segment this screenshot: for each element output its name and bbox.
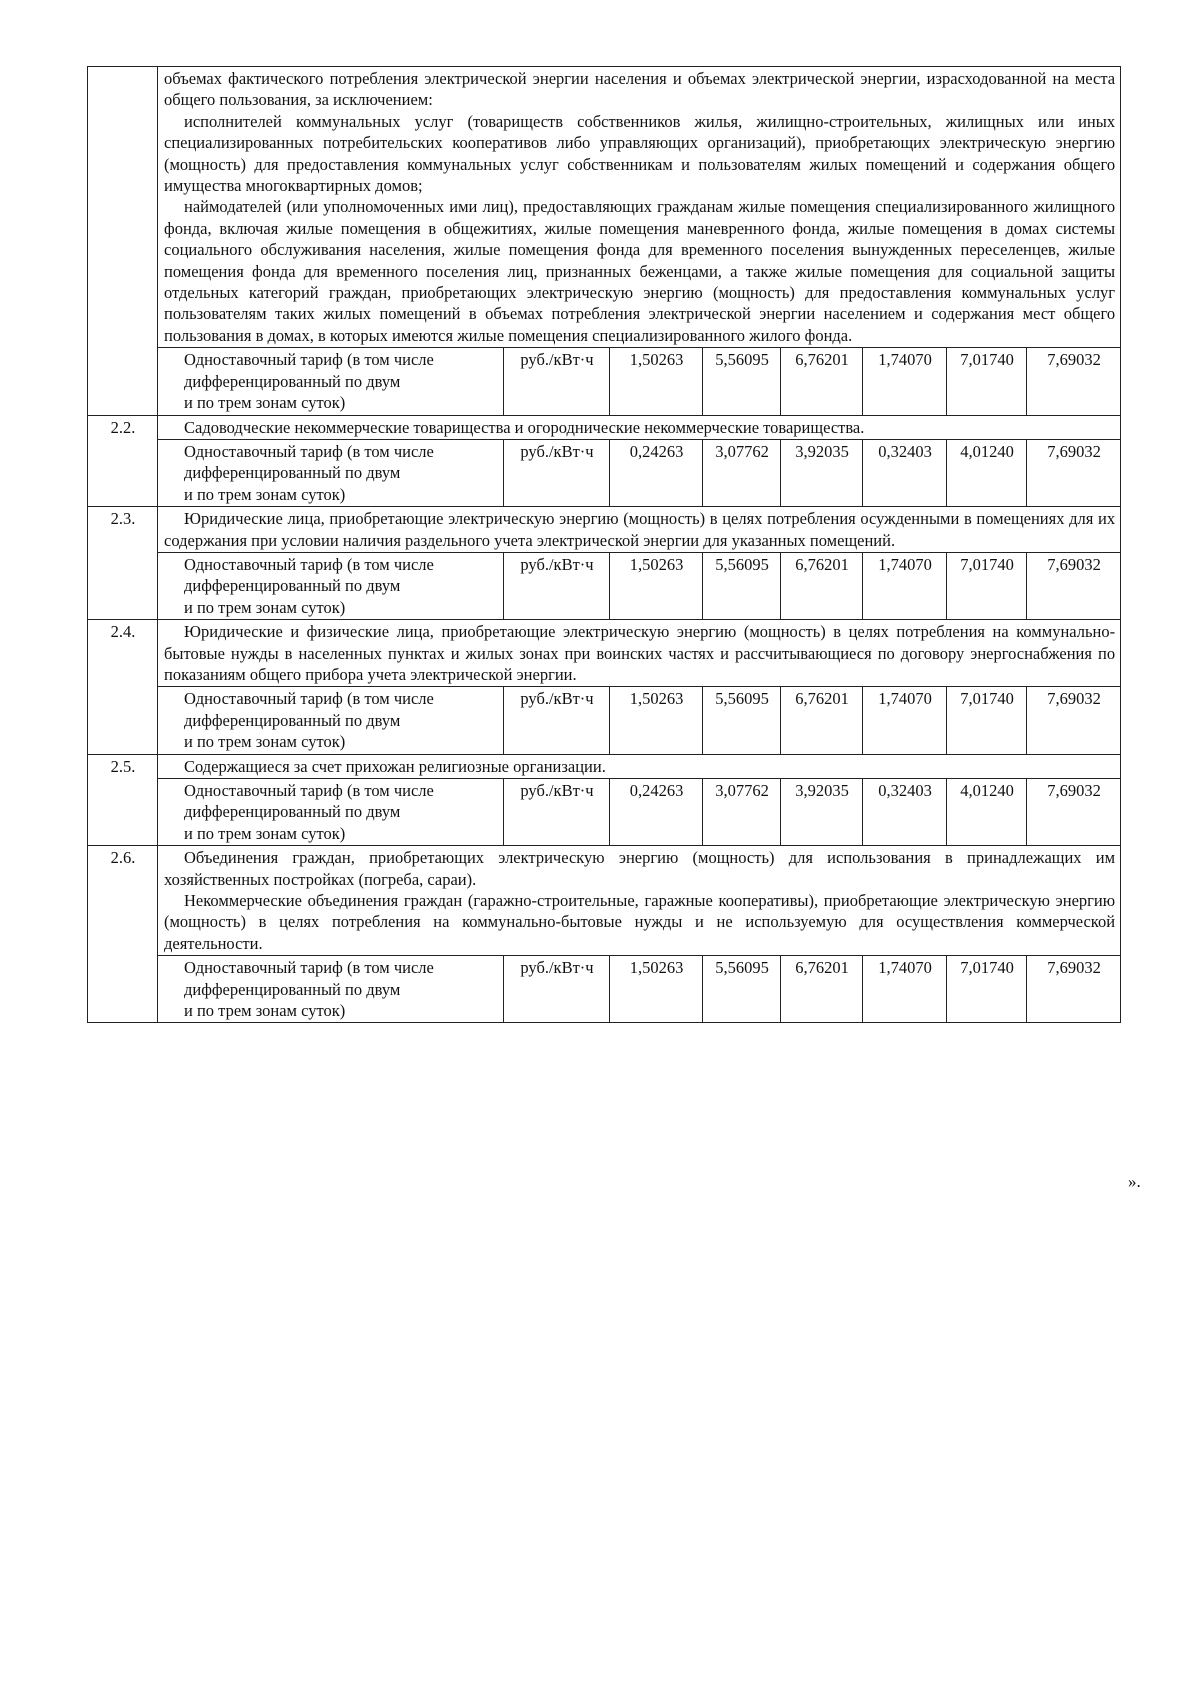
tariff-label xyxy=(158,439,504,506)
tariff-label-line: Одноставочный тариф (в том числе xyxy=(184,781,434,800)
tariff-label-line: и по трем зонам суток) xyxy=(184,1001,346,1021)
tariff-value: 6,76201 xyxy=(781,552,863,619)
section-description-row xyxy=(88,507,1121,553)
description-paragraph: объемах фактического потребления электрической энергии населения и объемах электрической энергии, израсходованной на места общего пользования, за исключением: xyxy=(164,69,1116,110)
tariff-value: 1,74070 xyxy=(863,687,947,754)
section-number: 2.5. xyxy=(88,754,158,846)
tariff-value: 3,92035 xyxy=(781,779,863,846)
tariff-value: 7,69032 xyxy=(1027,439,1121,506)
tariff-table-container xyxy=(87,66,1120,1023)
tariff-label-line: дифференцированный по двум xyxy=(184,979,401,999)
tariff-unit: руб./кВт·ч xyxy=(504,687,610,754)
description-paragraph: исполнителей коммунальных услуг (товариществ собственников жилья, жилищно-строительных, жилищных или иных специализированных потребительских кооперативов либо управляющих организаций), приобретающих электрическую энергию (мощность) для предоставления коммунальных услуг собственникам и пользователям жилых помещений и содержания общего имущества многоквартирных домов; xyxy=(164,111,1116,196)
tariff-value: 5,56095 xyxy=(703,348,781,415)
tariff-label-line: Одноставочный тариф (в том числе xyxy=(184,350,434,370)
section-description-row xyxy=(88,415,1121,439)
tariff-value: 3,07762 xyxy=(703,779,781,846)
tariff-value: 3,07762 xyxy=(703,439,781,506)
tariff-value: 7,69032 xyxy=(1027,552,1121,619)
tariff-value: 4,01240 xyxy=(947,439,1027,506)
tariff-value: 7,01740 xyxy=(947,348,1027,415)
tariff-label-line: Одноставочный тариф (в том числе xyxy=(184,958,434,978)
tariff-label-line: дифференцированный по двум xyxy=(184,371,401,391)
tariff-label-line: Одноставочный тариф (в том числе xyxy=(184,689,434,709)
closing-quote-mark: ». xyxy=(1128,1172,1141,1191)
tariff-row xyxy=(88,348,1121,415)
tariff-value: 5,56095 xyxy=(703,687,781,754)
tariff-value: 7,01740 xyxy=(947,687,1027,754)
tariff-value: 7,01740 xyxy=(947,552,1027,619)
tariff-table xyxy=(87,66,1121,1023)
tariff-row xyxy=(88,552,1121,619)
description-paragraph: наймодателей (или уполномоченных ими лиц), предоставляющих гражданам жилые помещения специализированного жилищного фонда, включая жилые помещения в общежитиях, жилые помещения маневренного фонда, жилые помещения в домах системы социального обслуживания населения, жилые помещения фонда для временного поселения вынужденных переселенцев, жилые помещения фонда для временного поселения лиц, признанных беженцами, а также жилые помещения для социальной защиты отдельных категорий граждан, приобретающих электрическую энергию (мощность) для предоставления коммунальных услуг пользователям таких жилых помещений в объемах потребления электрической энергии населением и содержания мест общего пользования в домах, в которых имеются жилые помещения специализированного жилого фонда. xyxy=(164,197,1116,345)
tariff-value: 6,76201 xyxy=(781,348,863,415)
section-description-row xyxy=(88,846,1121,956)
tariff-unit: руб./кВт·ч xyxy=(504,439,610,506)
tariff-label xyxy=(158,956,504,1023)
tariff-value: 0,32403 xyxy=(863,779,947,846)
tariff-value: 0,32403 xyxy=(863,439,947,506)
section-description xyxy=(158,415,1121,439)
section-number: 2.6. xyxy=(88,846,158,1023)
tariff-label-line: и по трем зонам суток) xyxy=(184,484,346,504)
section-number: 2.3. xyxy=(88,507,158,620)
tariff-label-line: дифференцированный по двум xyxy=(184,463,401,483)
tariff-label-line: и по трем зонам суток) xyxy=(184,732,346,752)
tariff-value: 3,92035 xyxy=(781,439,863,506)
section-description-row xyxy=(88,754,1121,778)
tariff-unit: руб./кВт·ч xyxy=(504,956,610,1023)
tariff-value: 1,74070 xyxy=(863,552,947,619)
description-paragraph: Юридические и физические лица, приобретающие электрическую энергию (мощность) в целях потребления на коммунально-бытовые нужды в населенных пунктах и жилых зонах при воинских частях и рассчитывающиеся по договору энергоснабжения по показаниям общего прибора учета электрической энергии. xyxy=(164,622,1116,684)
tariff-value: 7,69032 xyxy=(1027,956,1121,1023)
section-description xyxy=(158,67,1121,348)
tariff-label xyxy=(158,348,504,415)
section-description-row xyxy=(88,620,1121,687)
tariff-value: 1,50263 xyxy=(610,348,703,415)
tariff-unit: руб./кВт·ч xyxy=(504,779,610,846)
section-description xyxy=(158,846,1121,956)
section-number: 2.4. xyxy=(88,620,158,754)
tariff-label-line: дифференцированный по двум xyxy=(184,710,401,730)
description-paragraph: Садоводческие некоммерческие товарищества и огороднические некоммерческие товарищества. xyxy=(184,417,865,437)
tariff-label-line: и по трем зонам суток) xyxy=(184,823,346,843)
tariff-value: 0,24263 xyxy=(610,779,703,846)
tariff-value: 5,56095 xyxy=(703,552,781,619)
section-description xyxy=(158,620,1121,687)
description-paragraph: Объединения граждан, приобретающих электрическую энергию (мощность) для использования в принадлежащих им хозяйственных постройках (погреба, сараи). xyxy=(164,848,1116,889)
section-number xyxy=(88,67,158,416)
tariff-value: 7,69032 xyxy=(1027,779,1121,846)
tariff-label xyxy=(158,779,504,846)
description-paragraph: Некоммерческие объединения граждан (гаражно-строительные, гаражные кооперативы), приобретающие электрическую энергию (мощность) в целях потребления на коммунально-бытовые нужды и не используемую для осуществления коммерческой деятельности. xyxy=(164,891,1116,953)
tariff-unit: руб./кВт·ч xyxy=(504,348,610,415)
description-paragraph: Содержащиеся за счет прихожан религиозные организации. xyxy=(184,756,606,776)
tariff-value: 7,01740 xyxy=(947,956,1027,1023)
section-number: 2.2. xyxy=(88,415,158,507)
tariff-unit: руб./кВт·ч xyxy=(504,552,610,619)
tariff-label-line: Одноставочный тариф (в том числе xyxy=(184,554,434,574)
tariff-value: 6,76201 xyxy=(781,687,863,754)
tariff-value: 1,74070 xyxy=(863,348,947,415)
tariff-label-line: дифференцированный по двум xyxy=(184,802,401,822)
tariff-label-line: и по трем зонам суток) xyxy=(184,597,346,617)
tariff-row xyxy=(88,779,1121,846)
tariff-value: 7,69032 xyxy=(1027,687,1121,754)
tariff-value: 1,50263 xyxy=(610,552,703,619)
tariff-label-line: Одноставочный тариф (в том числе xyxy=(184,441,434,461)
tariff-value: 6,76201 xyxy=(781,956,863,1023)
tariff-value: 5,56095 xyxy=(703,956,781,1023)
tariff-row xyxy=(88,439,1121,506)
tariff-value: 1,50263 xyxy=(610,687,703,754)
tariff-row xyxy=(88,687,1121,754)
tariff-table-body xyxy=(88,67,1121,1023)
tariff-value: 4,01240 xyxy=(947,779,1027,846)
tariff-label-line: дифференцированный по двум xyxy=(184,576,401,596)
tariff-label-line: и по трем зонам суток) xyxy=(184,393,346,413)
tariff-label xyxy=(158,687,504,754)
tariff-row xyxy=(88,956,1121,1023)
description-paragraph: Юридические лица, приобретающие электрическую энергию (мощность) в целях потребления осужденными в помещениях для их содержания при условии наличия раздельного учета электрической энергии для указанных помещений. xyxy=(164,509,1116,550)
section-description xyxy=(158,507,1121,553)
tariff-value: 1,74070 xyxy=(863,956,947,1023)
section-description-row xyxy=(88,67,1121,348)
tariff-value: 1,50263 xyxy=(610,956,703,1023)
tariff-value: 7,69032 xyxy=(1027,348,1121,415)
tariff-label xyxy=(158,552,504,619)
tariff-value: 0,24263 xyxy=(610,439,703,506)
section-description xyxy=(158,754,1121,778)
